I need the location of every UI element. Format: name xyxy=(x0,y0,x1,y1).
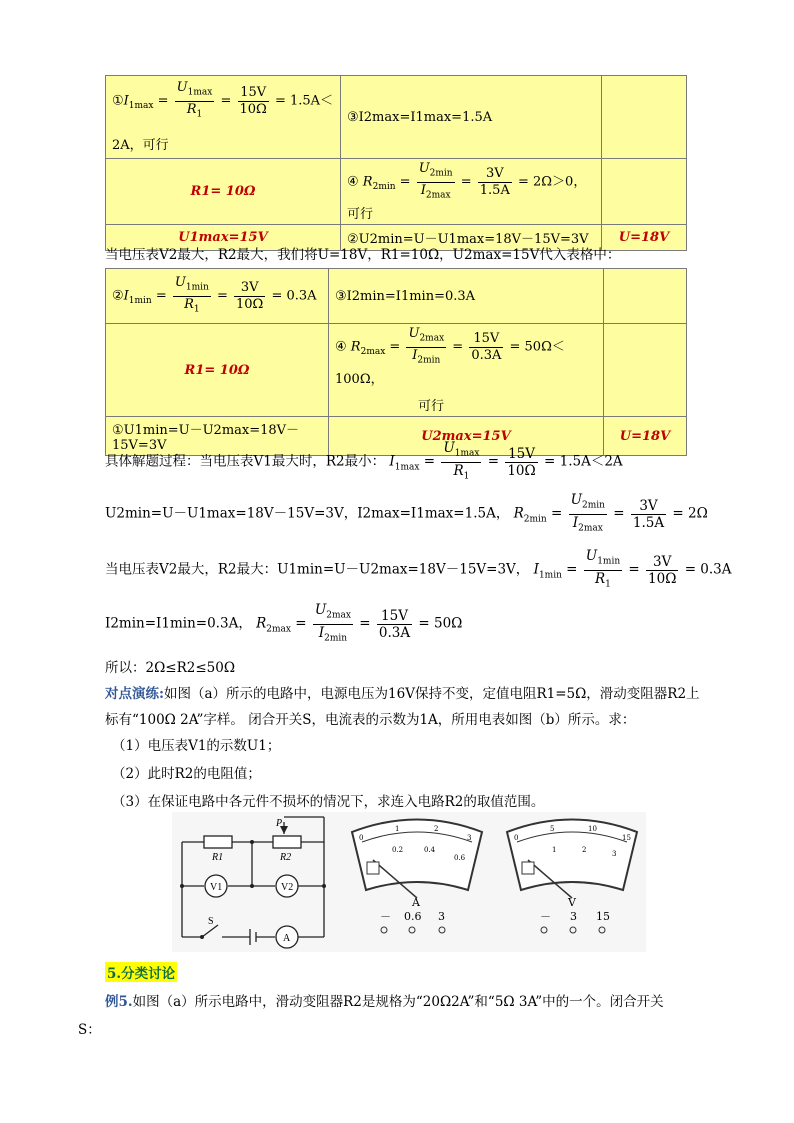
table2-cell-r3c3: U=18V xyxy=(604,417,687,456)
practice-line-1: 对点演练:如图（a）所示的电路中，电源电压为16V保持不变，定值电阻R1=5Ω，滑动变阻器R2上 xyxy=(105,686,700,702)
section-header: 5.分类讨论 xyxy=(105,962,177,982)
voltmeter-tick-10: 10 xyxy=(588,825,597,833)
practice-q2: （2）此时R2的电阻值； xyxy=(112,766,261,782)
table2-cell-r2c2: ④ $R_{2max}$ = $\frac{U_{2max}}{I_{2min}}$ = $\frac{15V}{0.3A}$ = 50Ω＜100Ω， 可行 xyxy=(329,324,604,417)
ammeter-tick-1: 1 xyxy=(395,825,400,833)
example-line-2: S： xyxy=(78,1022,101,1038)
ammeter-tick-02: 0.2 xyxy=(392,846,404,854)
v1-label: V1 xyxy=(210,882,223,893)
practice-q3: （3）在保证电路中各元件不损坏的情况下，求连入电路R2的取值范围。 xyxy=(112,794,545,810)
solution-conclusion: 所以：2Ω≤R2≤50Ω xyxy=(105,660,236,676)
ammeter-tick-06: 0.6 xyxy=(454,854,466,862)
ammeter-unit: A xyxy=(412,896,420,909)
voltmeter-tick-5: 5 xyxy=(550,825,555,833)
table1-cell-r3c3: U=18V xyxy=(602,225,687,251)
ammeter-tick-0: 0 xyxy=(359,834,364,842)
ammeter-terminal-06: 0.6 xyxy=(404,910,422,923)
table2-cell-r2c1: R1= 10Ω xyxy=(106,324,329,417)
ammeter-tick-2: 2 xyxy=(434,825,439,833)
circuit-and-meters-figure xyxy=(172,812,646,952)
solution-line-1: 具体解题过程：当电压表V1最大时，R2最小： $I_{1max}$ = $\frac{U_{1max}}{R_1}$ = $\frac{15V}{10\Omega}$ = 1.5A＜2A xyxy=(105,440,623,482)
table1-cell-r3c1: U1max=15V xyxy=(106,225,341,251)
table-1 xyxy=(105,75,687,251)
table-2 xyxy=(105,268,687,456)
table1-cell-r3c2: ②U2min=U－U1max=18V－15V=3V xyxy=(341,225,602,251)
between-tables-text: 当电压表V2最大，R2最大，我们将U=18V，R1=10Ω，U2max=15V代入表格中： xyxy=(105,247,621,263)
ammeter-symbol-label: A xyxy=(283,933,291,944)
table2-cell-r3c2: U2max=15V xyxy=(329,417,604,456)
voltmeter-tick-1: 1 xyxy=(552,846,557,854)
table1-cell-r2c2: ④ $R_{2min}$ = $\frac{U_{2min}}{I_{2max}}$ = $\frac{3V}{1.5A}$ = 2Ω＞0，可行 xyxy=(341,159,602,225)
ammeter-tick-3: 3 xyxy=(467,834,472,842)
voltmeter-terminal-15: 15 xyxy=(596,910,610,923)
table1-cell-r2c1: R1= 10Ω xyxy=(106,159,341,225)
table2-cell-r3c1: ①U1min=U－U2max=18V－15V=3V xyxy=(106,417,329,456)
v2-label: V2 xyxy=(281,882,294,893)
table1-cell-r2c3 xyxy=(602,159,687,225)
voltmeter-unit: V xyxy=(568,896,576,909)
solution-line-3: 当电压表V2最大，R2最大：U1min=U－U2max=18V－15V=3V， $I_{1min}$ = $\frac{U_{1min}}{R_1}$ = $\frac{3V}{10\Omega}$ = 0.3A xyxy=(105,548,732,590)
table2-cell-r1c2: ③I2min=I1min=0.3A xyxy=(329,269,604,324)
switch-label: S xyxy=(208,916,214,927)
table1-cell-r1c1: $①I_{1max}$ = $\frac{U_{1max}}{R_1}$ = $\frac{15V}{10\Omega}$ = 1.5A＜ 2A，可行 xyxy=(106,76,341,159)
voltmeter-terminal-neg: － xyxy=(540,910,551,923)
table1-cell-r1c3 xyxy=(602,76,687,159)
table1-cell-r1c2: ③I2max=I1max=1.5A xyxy=(341,76,602,159)
p-label: P xyxy=(276,818,283,829)
voltmeter-tick-0: 0 xyxy=(514,834,519,842)
r1-label: R1 xyxy=(212,852,224,863)
example-line-1: 例5.如图（a）所示电路中，滑动变阻器R2是规格为“20Ω2A”和“5Ω 3A”中的一个。闭合开关 xyxy=(105,994,664,1010)
ammeter-tick-04: 0.4 xyxy=(424,846,436,854)
ammeter-terminal-3: 3 xyxy=(438,910,445,923)
voltmeter-terminal-3: 3 xyxy=(570,910,577,923)
table2-cell-r1c3 xyxy=(604,269,687,324)
voltmeter-tick-3: 3 xyxy=(612,850,617,858)
practice-q1: （1）电压表V1的示数U1； xyxy=(112,738,281,754)
solution-line-2: U2min=U－U1max=18V－15V=3V，I2max=I1max=1.5A， $R_{2min}$ = $\frac{U_{2min}}{I_{2max}}$ = $\frac{3V}{1.5A}$ = 2Ω xyxy=(105,492,708,534)
table2-cell-r1c1: $②I_{1min}$ = $\frac{U_{1min}}{R_1}$ = $\frac{3V}{10\Omega}$ = 0.3A xyxy=(106,269,329,324)
ammeter-terminal-neg: － xyxy=(380,910,391,923)
table2-cell-r2c3 xyxy=(604,324,687,417)
voltmeter-tick-15: 15 xyxy=(622,834,631,842)
r2-label: R2 xyxy=(280,852,292,863)
practice-line-2: 标有“100Ω 2A”字样。 闭合开关S，电流表的示数为1A，所用电表如图（b）所示。求： xyxy=(105,712,636,728)
solution-line-4: I2min=I1min=0.3A， $R_{2max}$ = $\frac{U_{2max}}{I_{2min}}$ = $\frac{15V}{0.3A}$ = 50Ω xyxy=(105,602,463,644)
voltmeter-tick-2: 2 xyxy=(582,846,587,854)
